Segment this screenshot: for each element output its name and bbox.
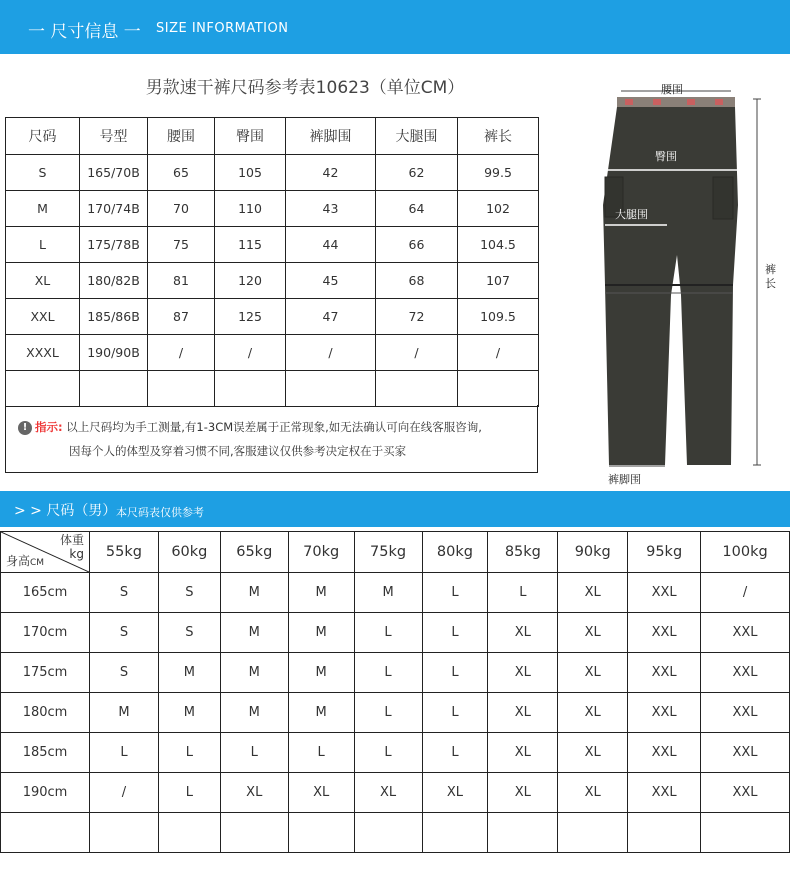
height-cell: 165cm (1, 573, 90, 613)
size-cell (158, 813, 220, 853)
size-table-header-cell: 裤脚围 (286, 118, 376, 155)
size-cell: XL (288, 773, 354, 813)
size-cell: L (422, 613, 488, 653)
size-cell: XL (488, 613, 558, 653)
size-table-cell: 62 (376, 155, 458, 191)
size-cell (288, 813, 354, 853)
height-cell: 190cm (1, 773, 90, 813)
size-table-cell: 175/78B (80, 227, 148, 263)
size-cell: L (354, 693, 422, 733)
size-cell: XL (220, 773, 288, 813)
size-table-cell: 102 (458, 191, 539, 227)
size-cell: L (288, 733, 354, 773)
size-cell: XL (558, 573, 628, 613)
size-table-cell (80, 371, 148, 407)
size-table-cell: XXL (6, 299, 80, 335)
header-title-en: SIZE INFORMATION (156, 21, 289, 36)
chart-row (1, 733, 790, 773)
pants-diagram (595, 85, 785, 485)
size-cell: L (422, 653, 488, 693)
size-cell: L (220, 733, 288, 773)
size-cell: L (90, 733, 159, 773)
size-table-row (6, 227, 539, 263)
size-table-header-cell: 大腿围 (376, 118, 458, 155)
size-cell: S (90, 613, 159, 653)
size-table-header-cell: 腰围 (148, 118, 215, 155)
size-cell: M (158, 693, 220, 733)
hem-label: 裤脚围 (608, 473, 641, 486)
size-table-cell: 115 (215, 227, 286, 263)
section-title: > > 尺码（男） (14, 503, 117, 519)
size-cell: XXL (701, 733, 790, 773)
size-cell: M (90, 693, 159, 733)
size-table (5, 117, 539, 407)
size-cell: XL (488, 693, 558, 733)
size-cell: L (422, 573, 488, 613)
note-label: 指示: (35, 420, 63, 434)
size-cell: XXL (628, 773, 701, 813)
size-cell: S (158, 573, 220, 613)
size-table-cell: 190/90B (80, 335, 148, 371)
size-table-row (6, 191, 539, 227)
size-table-cell: 104.5 (458, 227, 539, 263)
size-cell (488, 813, 558, 853)
height-cell: 175cm (1, 653, 90, 693)
size-cell: XXL (701, 653, 790, 693)
weight-header-cell: 80kg (422, 532, 488, 573)
size-table-cell: / (458, 335, 539, 371)
size-cell: XXL (628, 653, 701, 693)
size-table-cell: / (376, 335, 458, 371)
size-table-row (6, 155, 539, 191)
size-table-cell: 75 (148, 227, 215, 263)
size-info-header (0, 0, 790, 54)
size-cell: XXL (701, 773, 790, 813)
size-cell: XXL (628, 693, 701, 733)
size-table-cell: 87 (148, 299, 215, 335)
thigh-label: 大腿围 (615, 208, 648, 221)
weight-header-cell: 95kg (628, 532, 701, 573)
size-table-cell (376, 371, 458, 407)
size-table-cell: 185/86B (80, 299, 148, 335)
size-cell: S (158, 613, 220, 653)
height-cell: 170cm (1, 613, 90, 653)
chart-row (1, 773, 790, 813)
size-table-cell: 165/70B (80, 155, 148, 191)
size-cell: XL (488, 773, 558, 813)
size-cell: L (158, 773, 220, 813)
size-cell: XXL (701, 693, 790, 733)
chart-row (1, 613, 790, 653)
corner-kg-label: kg (69, 547, 84, 561)
size-table-cell: / (286, 335, 376, 371)
corner-cell (1, 532, 90, 573)
size-cell: / (701, 573, 790, 613)
note-line-1: 以上尺码均为手工测量,有1-3CM误差属于正常现象,如无法确认可向在线客服咨询, (66, 420, 482, 434)
size-table-row (6, 335, 539, 371)
size-table-cell: / (148, 335, 215, 371)
size-table-cell: 43 (286, 191, 376, 227)
size-table-row (6, 263, 539, 299)
size-cell (628, 813, 701, 853)
size-table-cell: XXXL (6, 335, 80, 371)
measurement-note (5, 405, 538, 473)
size-table-cell: 107 (458, 263, 539, 299)
size-cell: XXL (628, 733, 701, 773)
size-table-cell (6, 371, 80, 407)
size-cell: XL (558, 693, 628, 733)
size-table-cell: 68 (376, 263, 458, 299)
corner-height-label: 身高 (6, 554, 31, 568)
size-cell: XL (558, 773, 628, 813)
size-cell: L (488, 573, 558, 613)
height-cell (1, 813, 90, 853)
size-cell: M (354, 573, 422, 613)
size-cell: XXL (628, 573, 701, 613)
size-table-header-cell: 臀围 (215, 118, 286, 155)
size-table-cell: 44 (286, 227, 376, 263)
size-cell: M (220, 653, 288, 693)
size-table-cell (215, 371, 286, 407)
size-table-cell: 45 (286, 263, 376, 299)
size-cell: XL (488, 653, 558, 693)
size-table-cell (148, 371, 215, 407)
header-title-cn: 一 尺寸信息 一 (28, 22, 141, 42)
chart-row (1, 573, 790, 613)
size-cell: L (354, 653, 422, 693)
size-cell (220, 813, 288, 853)
pants-illustration (595, 85, 785, 485)
waist-label: 腰围 (661, 83, 683, 96)
size-cell (558, 813, 628, 853)
size-cell (354, 813, 422, 853)
size-table-cell: 105 (215, 155, 286, 191)
height-cell: 180cm (1, 693, 90, 733)
length-label: 裤长 (765, 263, 776, 290)
height-cell: 185cm (1, 733, 90, 773)
size-cell: S (90, 653, 159, 693)
size-table-cell: 72 (376, 299, 458, 335)
size-cell: XL (422, 773, 488, 813)
size-table-cell: 109.5 (458, 299, 539, 335)
size-cell (90, 813, 159, 853)
size-cell (422, 813, 488, 853)
corner-weight-label: 体重 (59, 533, 84, 547)
corner-cm-label: CM (30, 558, 45, 568)
size-cell: XL (488, 733, 558, 773)
size-table-cell (286, 371, 376, 407)
size-table-cell: 70 (148, 191, 215, 227)
size-cell: XL (558, 653, 628, 693)
note-line-2: 因每个人的体型及穿着习惯不同,客服建议仅供参考决定权在于买家 (69, 444, 407, 458)
size-table-cell: 110 (215, 191, 286, 227)
size-cell: XL (558, 733, 628, 773)
weight-header-cell: 90kg (558, 532, 628, 573)
info-icon: ! (18, 421, 32, 435)
weight-header-cell: 60kg (158, 532, 220, 573)
size-table-row (6, 299, 539, 335)
size-cell: XL (354, 773, 422, 813)
size-cell: M (220, 693, 288, 733)
size-table-cell: 81 (148, 263, 215, 299)
size-cell (701, 813, 790, 853)
size-cell: XXL (628, 613, 701, 653)
size-cell: XL (558, 613, 628, 653)
size-cell: L (158, 733, 220, 773)
size-table-cell: / (215, 335, 286, 371)
size-cell: L (422, 693, 488, 733)
size-table-header-cell: 裤长 (458, 118, 539, 155)
size-table-cell: 170/74B (80, 191, 148, 227)
size-cell: M (220, 613, 288, 653)
weight-header-cell: 85kg (488, 532, 558, 573)
size-cell: L (354, 733, 422, 773)
height-weight-chart (0, 531, 790, 853)
size-table-cell: 42 (286, 155, 376, 191)
size-table-cell: 180/82B (80, 263, 148, 299)
chart-row (1, 813, 790, 853)
size-table-header-cell: 号型 (80, 118, 148, 155)
size-table-cell: L (6, 227, 80, 263)
size-table-header-row (6, 118, 539, 155)
size-table-cell (458, 371, 539, 407)
size-table-cell: 66 (376, 227, 458, 263)
size-cell: L (354, 613, 422, 653)
size-table-cell: 99.5 (458, 155, 539, 191)
size-table-cell: 65 (148, 155, 215, 191)
weight-header-cell: 70kg (288, 532, 354, 573)
size-table-cell: S (6, 155, 80, 191)
size-table-row (6, 371, 539, 407)
weight-header-cell: 75kg (354, 532, 422, 573)
size-table-cell: M (6, 191, 80, 227)
size-table-cell: 47 (286, 299, 376, 335)
section-subtitle: 本尺码表仅供参考 (116, 506, 204, 519)
size-cell: M (288, 693, 354, 733)
weight-header-cell: 55kg (90, 532, 159, 573)
weight-header-cell: 100kg (701, 532, 790, 573)
size-cell: L (422, 733, 488, 773)
mens-size-section-header (0, 491, 790, 527)
chart-row (1, 653, 790, 693)
size-cell: M (288, 653, 354, 693)
size-table-cell: 125 (215, 299, 286, 335)
size-table-cell: XL (6, 263, 80, 299)
size-cell: S (90, 573, 159, 613)
size-cell: M (288, 573, 354, 613)
size-cell: M (220, 573, 288, 613)
size-table-cell: 120 (215, 263, 286, 299)
hip-label: 臀围 (655, 150, 677, 163)
size-table-cell: 64 (376, 191, 458, 227)
size-cell: M (158, 653, 220, 693)
size-table-title: 男款速干裤尺码参考表10623（单位CM） (145, 78, 465, 98)
size-cell: / (90, 773, 159, 813)
size-table-header-cell: 尺码 (6, 118, 80, 155)
size-cell: XXL (701, 613, 790, 653)
chart-row (1, 693, 790, 733)
size-cell: M (288, 613, 354, 653)
weight-header-cell: 65kg (220, 532, 288, 573)
